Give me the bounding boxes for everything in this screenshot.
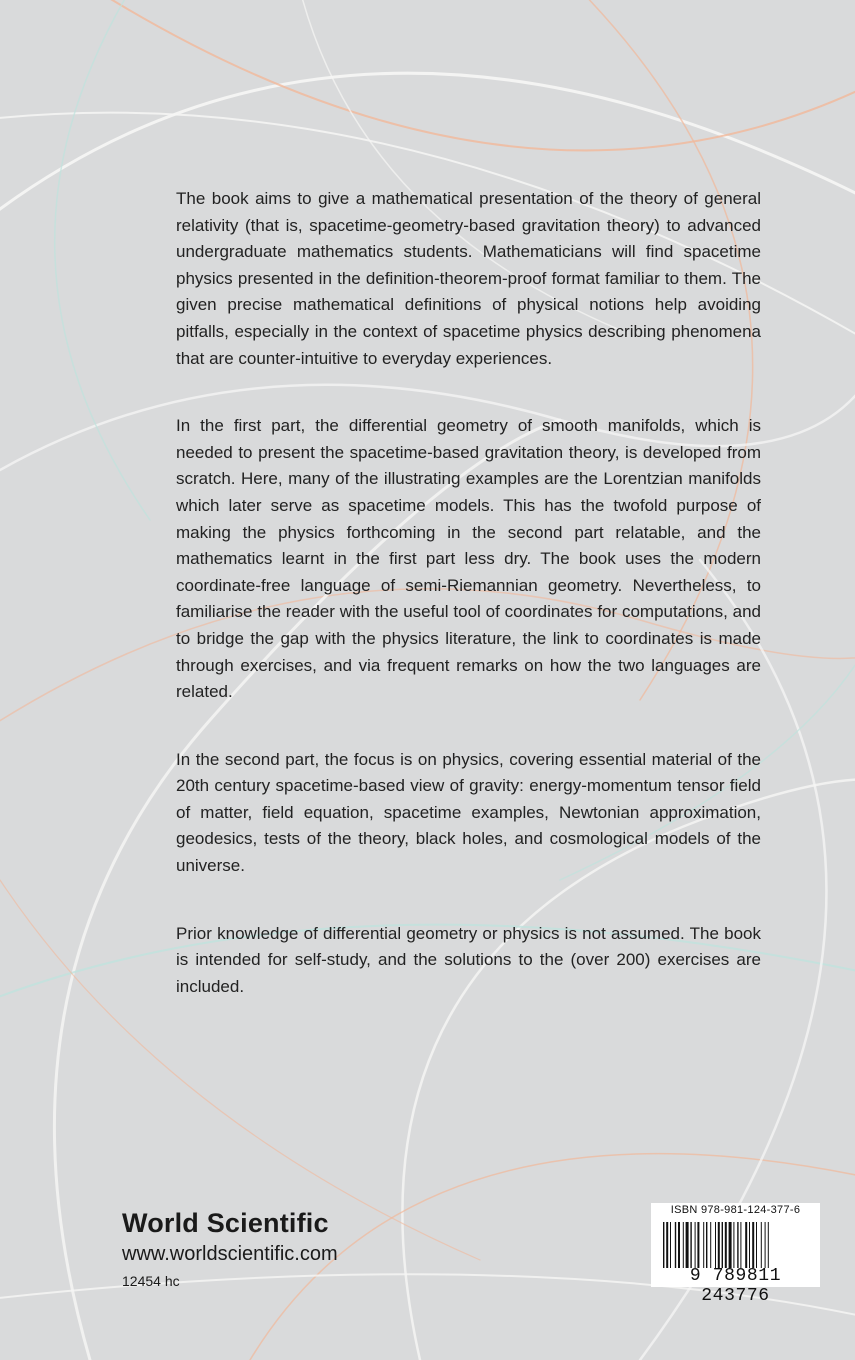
- barcode-bar: [729, 1222, 732, 1268]
- publisher-url: www.worldscientific.com: [122, 1243, 338, 1265]
- publisher-block: [122, 1206, 338, 1291]
- barcode-bar: [768, 1222, 769, 1268]
- barcode-bar: [752, 1222, 754, 1268]
- barcode-bar: [715, 1222, 716, 1268]
- blurb-paragraph: Prior knowledge of differential geometry or physics is not assumed. The book is intended for self-study, and the solutions to the (over 200) exercises are included.: [176, 923, 761, 996]
- barcode-bar: [761, 1222, 762, 1268]
- blurb-paragraph: In the second part, the focus is on physics, covering essential material of the 20th century spacetime-based view of gravity: energy-momentum tensor field of matter, field equation, spacetime examples, Newtonian approximation, geodesics, tests of the theory, black holes, and cosmological models of the universe.: [176, 749, 761, 876]
- barcode-bar: [675, 1222, 676, 1268]
- barcode-bar: [706, 1222, 707, 1268]
- barcode-bar: [737, 1222, 738, 1268]
- blurb-paragraph: In the first part, the differential geometry of smooth manifolds, which is needed to present the spacetime-based gravitation theory, is developed from scratch. Here, many of the illustrating examples are the Lorentzian manifolds which later serve as spacetime models. This has the twofold purpose of making the physics forthcoming in the second part relatable, and the mathematics learnt in the first part less dry. The book uses the modern coordinate-free language of semi-Riemannian geometry. Nevertheless, to familiarise the reader with the useful tool of coordinates for computations, and to bridge the gap with the physics literature, the link to coordinates is made through exercises, and via frequent remarks on how the two languages are related.: [176, 416, 761, 702]
- blurb-paragraph: The book aims to give a mathematical presentation of the theory of general relativity (that is, spacetime-geometry-based gravitation theory) to advanced undergraduate mathematics students. Mathematicians will find spacetime physics presented in the definition-theorem-proof format familiar to them. The given precise mathematical definitions of physical notions help avoiding pitfalls, especially in the context of spacetime physics describing phenomena that are counter-intuitive to everyday experiences.: [176, 189, 761, 368]
- barcode-bar: [670, 1222, 671, 1268]
- barcode-bar: [756, 1222, 757, 1268]
- barcode-bar: [745, 1222, 747, 1268]
- barcode-bar: [749, 1222, 750, 1268]
- barcode-bar: [710, 1222, 711, 1268]
- barcode-bar: [695, 1222, 696, 1268]
- barcode-bar: [690, 1222, 691, 1268]
- catalog-code: 12454 hc: [122, 1273, 180, 1289]
- barcode-bar: [697, 1222, 699, 1268]
- barcode-digits: 9 789811 243776: [689, 1266, 782, 1306]
- barcode-bar: [765, 1222, 766, 1268]
- barcode-bar: [733, 1222, 734, 1268]
- isbn-barcode-box: [651, 1203, 820, 1306]
- barcode-graphic: [663, 1222, 813, 1268]
- barcode-bar: [718, 1222, 720, 1268]
- barcode-bar: [678, 1222, 680, 1268]
- back-cover-blurb: [176, 186, 761, 1041]
- barcode-bar: [725, 1222, 727, 1268]
- barcode-bar: [666, 1222, 668, 1268]
- barcode-bar: [722, 1222, 723, 1268]
- barcode-bar: [663, 1222, 664, 1268]
- barcode-bar: [686, 1222, 689, 1268]
- barcode-bar: [683, 1222, 684, 1268]
- publisher-name: World Scientific: [122, 1208, 329, 1238]
- isbn-label: ISBN 978-981-124-377-6: [670, 1204, 801, 1216]
- barcode-bar: [703, 1222, 704, 1268]
- barcode-bar: [740, 1222, 741, 1268]
